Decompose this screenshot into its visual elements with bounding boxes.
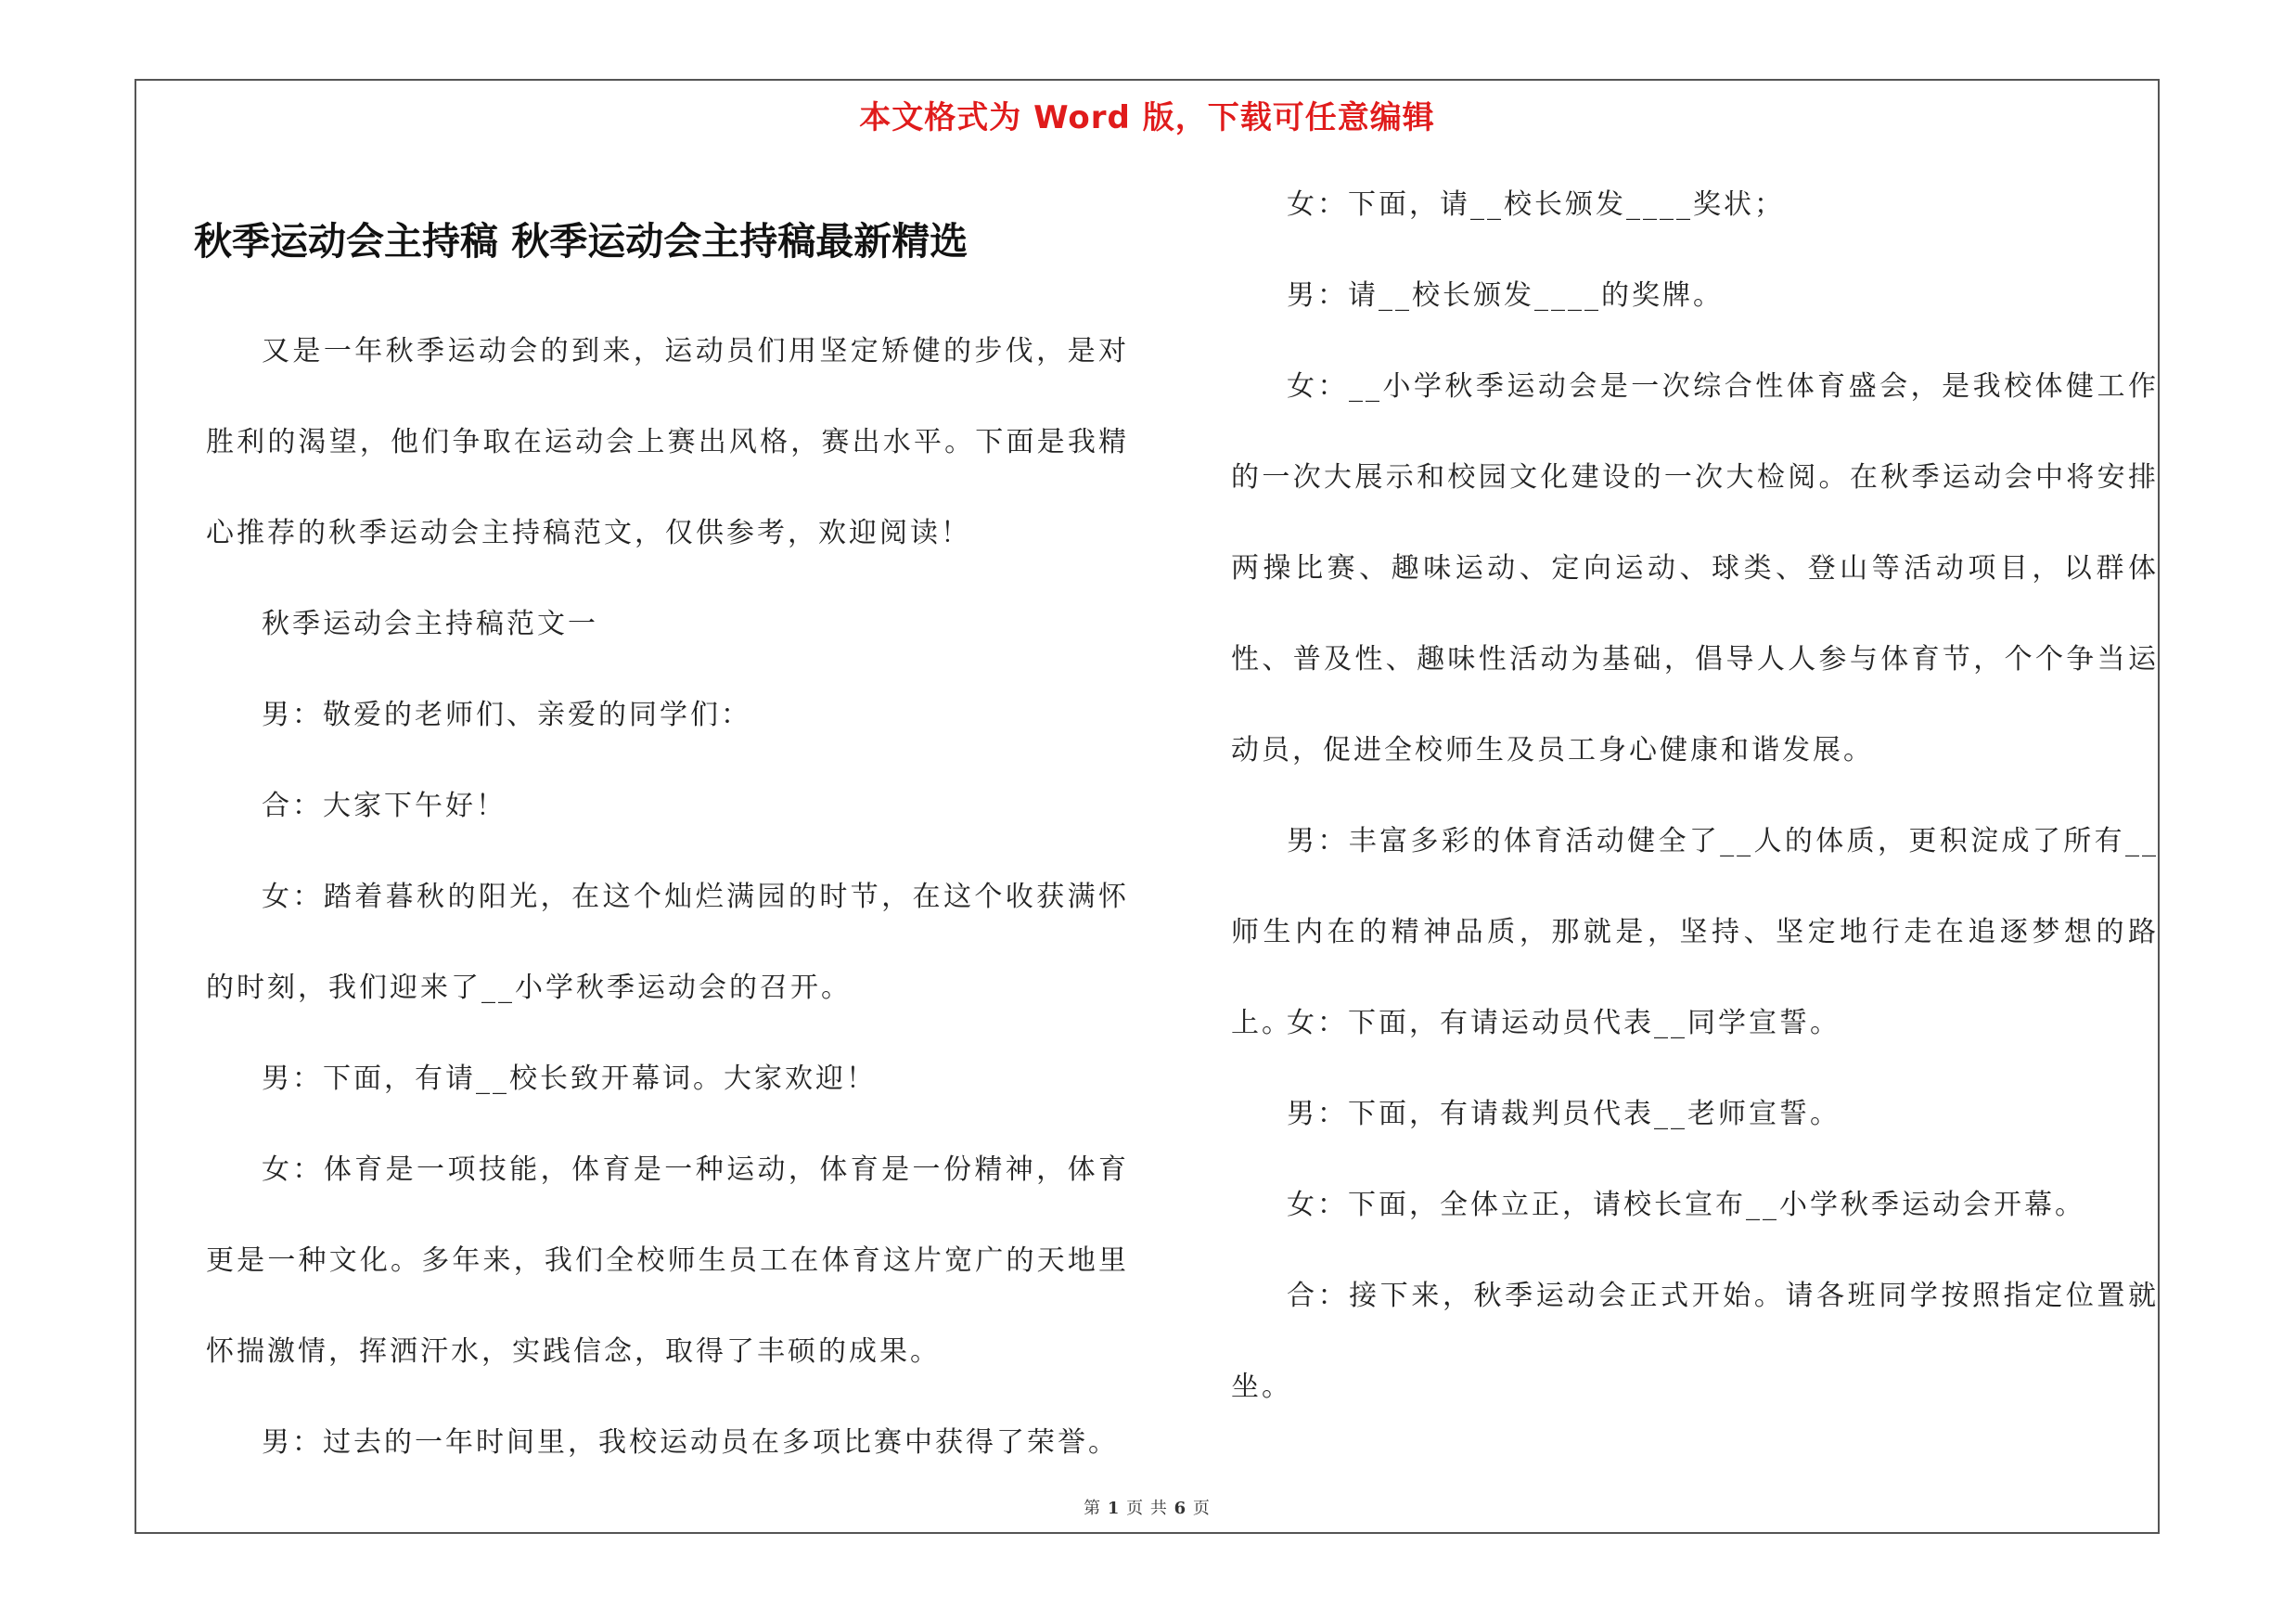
dialogue-paragraph: 男：下面，有请裁判员代表__老师宣誓。	[1287, 1098, 1841, 1130]
dialogue-paragraph: 女：踏着暮秋的阳光，在这个灿烂满园的时节，在这个收获满怀的时刻，我们迎来了__小学秋季运动会的召开。	[206, 881, 1129, 1004]
dialogue-paragraph: 男：丰富多彩的体育活动健全了__人的体质，更积淀成了所有__师生内在的精神品质，那就是，坚持、坚定地行走在追逐梦想的路上。	[1231, 825, 2159, 1039]
page-frame	[135, 79, 2160, 1534]
dialogue-paragraph: 女：下面，请__校长颁发____奖状；	[1287, 188, 1785, 221]
dialogue-paragraph: 女：体育是一项技能，体育是一种运动，体育是一份精神，体育更是一种文化。多年来，我们全校师生员工在体育这片宽广的天地里怀揣激情，挥洒汗水，实践信念，取得了丰硕的成果。	[206, 1153, 1129, 1368]
dialogue-paragraph: 男：下面，有请__校长致开幕词。大家欢迎！	[262, 1063, 877, 1095]
dialogue-paragraph: 合：接下来，秋季运动会正式开始。请各班同学按照指定位置就坐。	[1231, 1280, 2159, 1403]
dialogue-paragraph: 女：下面，有请运动员代表__同学宣誓。	[1287, 1007, 1841, 1039]
format-banner: 本文格式为 Word 版，下载可任意编辑	[859, 99, 1435, 136]
current-page: 1	[1107, 1499, 1121, 1518]
dialogue-paragraph: 女：下面，全体立正，请校长宣布__小学秋季运动会开幕。	[1287, 1189, 2085, 1221]
dialogue-paragraph: 合：大家下午好！	[262, 790, 507, 822]
section-heading: 秋季运动会主持稿范文一	[262, 608, 598, 640]
total-pages: 6	[1174, 1499, 1187, 1518]
page-number	[136, 1495, 2158, 1519]
dialogue-paragraph: 女：__小学秋季运动会是一次综合性体育盛会，是我校体健工作的一次大展示和校园文化建设的一次大检阅。在秋季运动会中将安排两操比赛、趣味运动、定向运动、球类、登山等活动项目，以群体性、普及性、趣味性活动为基础，倡导人人参与体育节，个个争当运动员，促进全校师生及员工身心健康和谐发展。	[1231, 370, 2159, 766]
page-number-suffix: 页	[1192, 1499, 1211, 1518]
dialogue-paragraph: 男：过去的一年时间里，我校运动员在多项比赛中获得了荣誉。	[262, 1426, 1119, 1459]
intro-paragraph: 又是一年秋季运动会的到来，运动员们用坚定矫健的步伐，是对胜利的渴望，他们争取在运动会上赛出风格，赛出水平。下面是我精心推荐的秋季运动会主持稿范文，仅供参考，欢迎阅读！	[206, 335, 1129, 549]
page-number-middle: 页 共	[1126, 1499, 1168, 1518]
document-title: 秋季运动会主持稿 秋季运动会主持稿最新精选	[194, 219, 968, 264]
page-number-prefix: 第	[1084, 1499, 1102, 1518]
dialogue-paragraph: 男：请__校长颁发____的奖牌。	[1287, 279, 1724, 312]
dialogue-paragraph: 男：敬爱的老师们、亲爱的同学们：	[262, 699, 751, 731]
